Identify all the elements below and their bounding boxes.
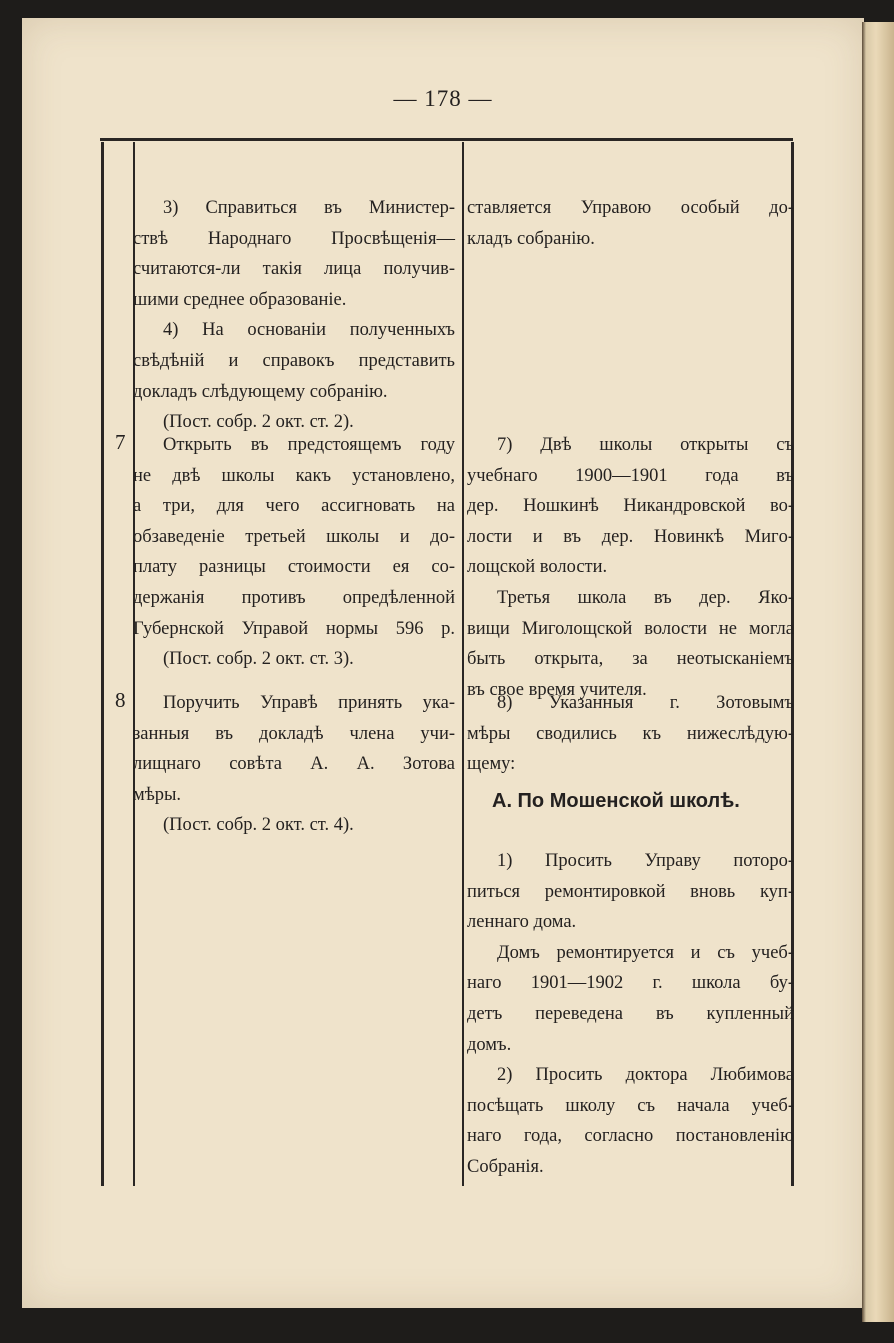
item-8-resolution (133, 688, 455, 841)
text-line: въ свое время учителя. (467, 679, 647, 700)
text-line: держанія противъ опредѣленной (133, 587, 455, 608)
section-heading: А. По Мошенской школѣ. (492, 790, 740, 812)
text-line: питься ремонтировкой вновь куп- (467, 881, 794, 902)
text-line: (Пост. собр. 2 окт. ст. 2). (163, 412, 354, 433)
text-line: быть открыта, за неотысканіемъ (467, 649, 794, 670)
text-line: Третья школа въ дер. Яко- (497, 587, 794, 608)
text-line: лощской волости. (467, 557, 608, 578)
table-left-border (101, 142, 104, 1186)
text-line: лищнаго совѣта А. А. Зотова (133, 754, 455, 775)
middle-column-divider (462, 142, 464, 1186)
text-line: посѣщать школу съ начала учеб- (467, 1095, 794, 1116)
item-7-execution (467, 430, 794, 705)
text-line: Губернской Управой нормы 596 р. (133, 618, 455, 639)
text-line: 3) Справиться въ Министер- (163, 198, 455, 218)
text-line: Домъ ремонтируется и съ учеб- (497, 942, 794, 963)
text-line: докладъ слѣдующему собранію. (133, 381, 388, 402)
item-number-8: 8 (115, 688, 126, 712)
text-line: щему: (467, 754, 516, 775)
text-line: наго 1901—1902 г. школа бу- (467, 973, 794, 994)
text-line: 2) Просить доктора Любимова (497, 1065, 794, 1086)
item-3-execution (467, 193, 794, 254)
text-line: (Пост. собр. 2 окт. ст. 3). (163, 649, 354, 670)
text-line: 1) Просить Управу поторо- (497, 851, 794, 871)
item-3-resolution (133, 193, 455, 438)
text-line: детъ переведена въ купленный (467, 1003, 794, 1024)
item-8-execution (467, 688, 794, 780)
text-line: 7) Двѣ школы открыты съ (497, 435, 794, 455)
text-line: мѣры. (133, 784, 182, 805)
text-line: учебнаго 1900—1901 года въ (467, 465, 794, 486)
page-number: — 178 — (393, 86, 493, 111)
text-line: а три, для чего ассигновать на (133, 496, 455, 517)
text-line: Поручить Управѣ принять ука- (163, 693, 455, 713)
text-line: (Пост. собр. 2 окт. ст. 4). (163, 815, 354, 836)
table-top-rule (100, 138, 793, 141)
text-line: леннаго дома. (467, 912, 577, 933)
text-line: 4) На основаніи полученныхъ (163, 320, 455, 341)
text-line: дер. Ношкинѣ Никандровской во- (467, 496, 794, 517)
text-line: наго года, согласно постановленію (467, 1126, 794, 1147)
next-page-edge (862, 22, 894, 1322)
text-line: домъ. (467, 1034, 512, 1055)
text-line: Собранія. (467, 1156, 544, 1177)
text-line: плату разницы стоимости ея со- (133, 557, 455, 578)
text-line: обзаведеніе третьей школы и до- (133, 526, 455, 547)
text-line: мѣры сводились къ нижеслѣдую- (467, 723, 794, 744)
text-line: кладъ собранію. (467, 228, 595, 249)
text-line: ствѣ Народнаго Просвѣщенія— (133, 228, 455, 249)
text-line: ставляется Управою особый до- (467, 198, 794, 218)
text-line: 8) Указанныя г. Зотовымъ (497, 693, 794, 713)
document-page (22, 18, 864, 1308)
section-body (467, 846, 794, 1183)
text-line: считаются-ли такія лица получив- (133, 259, 455, 280)
text-line: свѣдѣній и справокъ представить (133, 350, 455, 371)
text-line: Открыть въ предстоящемъ году (163, 435, 455, 455)
item-number-7: 7 (115, 430, 126, 454)
text-line: не двѣ школы какъ установлено, (133, 465, 455, 486)
text-line: шими среднее образованіе. (133, 289, 347, 310)
text-line: лости и въ дер. Новинкѣ Мигo- (467, 526, 794, 547)
text-line: вищи Миголощской волости не могла (467, 618, 794, 639)
text-line: занныя въ докладѣ члена учи- (133, 723, 455, 744)
item-7-resolution (133, 430, 455, 675)
